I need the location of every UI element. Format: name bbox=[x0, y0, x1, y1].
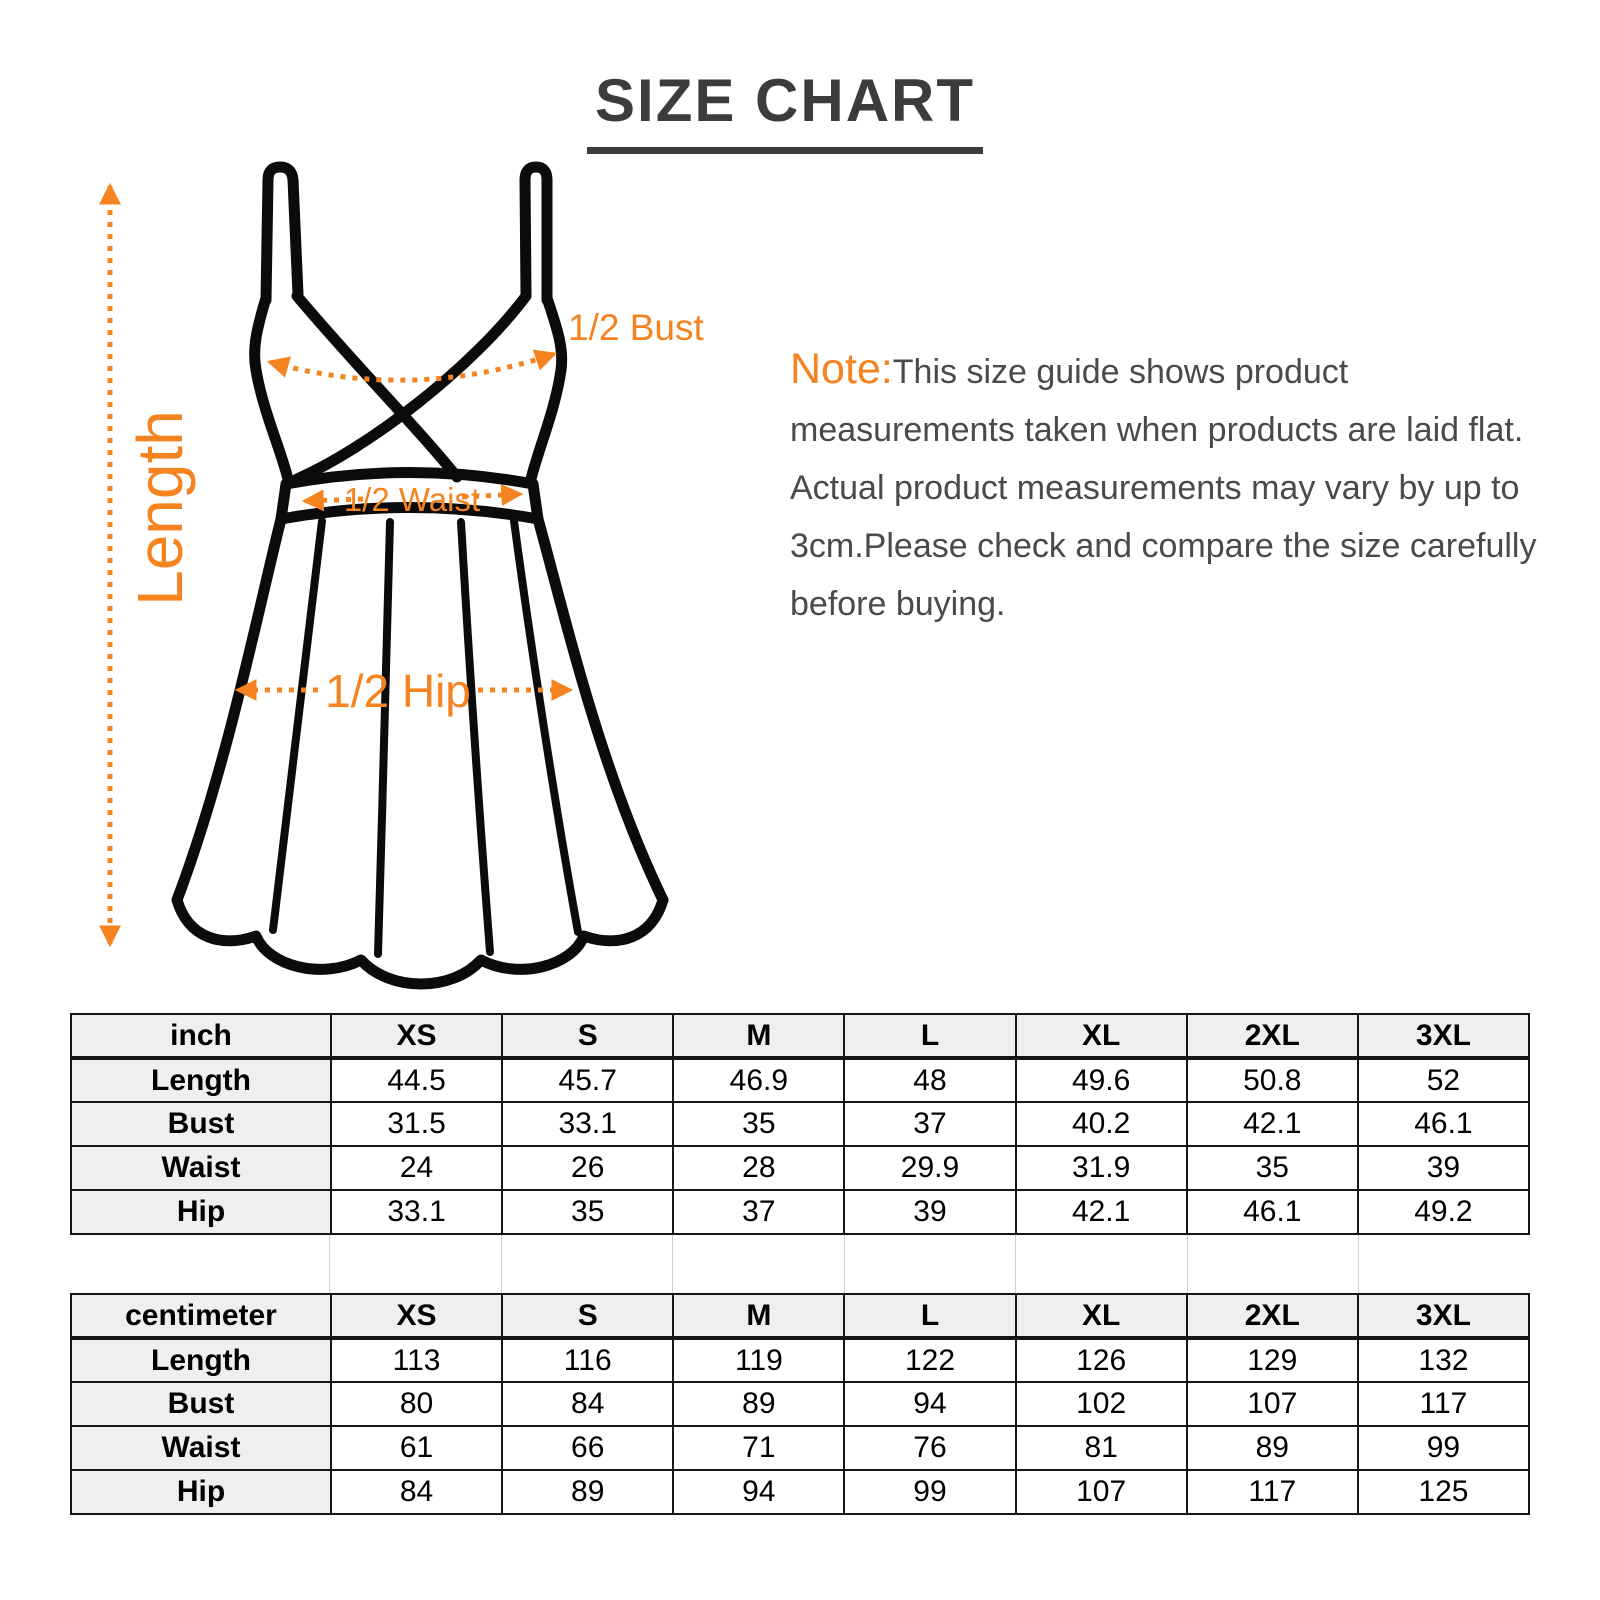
measurement-value: 99 bbox=[1358, 1426, 1529, 1470]
measurement-value: 94 bbox=[844, 1382, 1015, 1426]
measurement-value: 28 bbox=[673, 1146, 844, 1190]
table-gap bbox=[70, 1235, 1530, 1293]
size-column-header: XS bbox=[331, 1294, 502, 1338]
table-header-row bbox=[71, 1294, 1529, 1338]
measurement-value: 37 bbox=[673, 1190, 844, 1234]
measurement-value: 29.9 bbox=[844, 1146, 1015, 1190]
size-column-header: 2XL bbox=[1187, 1294, 1358, 1338]
measurement-value: 76 bbox=[844, 1426, 1015, 1470]
measurement-value: 117 bbox=[1187, 1470, 1358, 1514]
measurement-value: 33.1 bbox=[331, 1190, 502, 1234]
bust-arrow bbox=[270, 354, 554, 380]
measurement-value: 46.1 bbox=[1358, 1102, 1529, 1146]
note-text: This size guide shows product measurements taken when products are laid flat. Actual product measurements may vary by up to 3cm.Please check and compare the size carefully before buying. bbox=[790, 353, 1537, 623]
dress-diagram bbox=[60, 150, 710, 1020]
measurement-value: 119 bbox=[673, 1338, 844, 1382]
measurement-row-label: Hip bbox=[71, 1470, 331, 1514]
measurement-value: 80 bbox=[331, 1382, 502, 1426]
size-column-header: XL bbox=[1016, 1294, 1187, 1338]
measurement-value: 126 bbox=[1016, 1338, 1187, 1382]
measurement-value: 99 bbox=[844, 1470, 1015, 1514]
measurement-value: 102 bbox=[1016, 1382, 1187, 1426]
measurement-value: 71 bbox=[673, 1426, 844, 1470]
table-row bbox=[71, 1190, 1529, 1234]
dress-skirt-right-edge bbox=[538, 519, 663, 900]
measurement-value: 37 bbox=[844, 1102, 1015, 1146]
measurement-value: 46.1 bbox=[1187, 1190, 1358, 1234]
measurement-value: 35 bbox=[1187, 1146, 1358, 1190]
size-column-header: XL bbox=[1016, 1014, 1187, 1058]
measurement-value: 26 bbox=[502, 1146, 673, 1190]
measurement-value: 40.2 bbox=[1016, 1102, 1187, 1146]
measurement-value: 113 bbox=[331, 1338, 502, 1382]
measurement-value: 31.9 bbox=[1016, 1146, 1187, 1190]
table-row bbox=[71, 1338, 1529, 1382]
measurement-value: 42.1 bbox=[1187, 1102, 1358, 1146]
measurement-value: 61 bbox=[331, 1426, 502, 1470]
measurement-value: 42.1 bbox=[1016, 1190, 1187, 1234]
title-wrap bbox=[0, 66, 1570, 154]
size-column-header: S bbox=[502, 1294, 673, 1338]
dress-skirt-hem bbox=[177, 900, 663, 984]
size-table-centimeter bbox=[70, 1293, 1530, 1515]
measurement-value: 50.8 bbox=[1187, 1058, 1358, 1102]
measurement-value: 39 bbox=[1358, 1146, 1529, 1190]
table-row bbox=[71, 1058, 1529, 1102]
size-column-header: S bbox=[502, 1014, 673, 1058]
measurement-value: 66 bbox=[502, 1426, 673, 1470]
measurement-value: 49.2 bbox=[1358, 1190, 1529, 1234]
size-column-header: L bbox=[844, 1294, 1015, 1338]
dress-bodice-left-edge bbox=[255, 298, 289, 483]
table-row bbox=[71, 1426, 1529, 1470]
measurement-value: 94 bbox=[673, 1470, 844, 1514]
measurement-value: 24 bbox=[331, 1146, 502, 1190]
measurement-value: 89 bbox=[502, 1470, 673, 1514]
table-row bbox=[71, 1102, 1529, 1146]
measurement-row-label: Hip bbox=[71, 1190, 331, 1234]
measurement-value: 132 bbox=[1358, 1338, 1529, 1382]
table-row bbox=[71, 1470, 1529, 1514]
waist-label: 1/2 Waist bbox=[343, 481, 481, 518]
measurement-value: 44.5 bbox=[331, 1058, 502, 1102]
dress-bodice-right-edge bbox=[530, 298, 562, 483]
size-column-header: M bbox=[673, 1294, 844, 1338]
measurement-row-label: Length bbox=[71, 1058, 331, 1102]
length-label: Length bbox=[124, 410, 196, 606]
dress-right-strap bbox=[525, 167, 547, 300]
dress-outline bbox=[177, 167, 663, 984]
measurement-row-label: Bust bbox=[71, 1382, 331, 1426]
hip-label: 1/2 Hip bbox=[325, 665, 471, 717]
page-title: SIZE CHART bbox=[587, 66, 983, 154]
unit-header: inch bbox=[71, 1014, 331, 1058]
measurement-value: 46.9 bbox=[673, 1058, 844, 1102]
size-column-header: 3XL bbox=[1358, 1294, 1529, 1338]
measurement-value: 122 bbox=[844, 1338, 1015, 1382]
measurement-value: 35 bbox=[502, 1190, 673, 1234]
measurement-value: 129 bbox=[1187, 1338, 1358, 1382]
size-table-inch bbox=[70, 1013, 1530, 1235]
measurement-value: 125 bbox=[1358, 1470, 1529, 1514]
table-row bbox=[71, 1146, 1529, 1190]
measurement-value: 107 bbox=[1187, 1382, 1358, 1426]
dress-skirt-pleats bbox=[273, 521, 578, 954]
measurement-value: 33.1 bbox=[502, 1102, 673, 1146]
table-row bbox=[71, 1382, 1529, 1426]
measurement-value: 39 bbox=[844, 1190, 1015, 1234]
measurement-value: 81 bbox=[1016, 1426, 1187, 1470]
note-label: Note: bbox=[790, 345, 893, 393]
measurement-value: 31.5 bbox=[331, 1102, 502, 1146]
measurement-value: 89 bbox=[673, 1382, 844, 1426]
size-tables bbox=[70, 1013, 1530, 1515]
measurement-value: 107 bbox=[1016, 1470, 1187, 1514]
measurement-row-label: Waist bbox=[71, 1426, 331, 1470]
size-column-header: XS bbox=[331, 1014, 502, 1058]
measurement-row-label: Length bbox=[71, 1338, 331, 1382]
measurement-value: 89 bbox=[1187, 1426, 1358, 1470]
unit-header: centimeter bbox=[71, 1294, 331, 1338]
measurement-value: 48 bbox=[844, 1058, 1015, 1102]
measurement-value: 116 bbox=[502, 1338, 673, 1382]
measurement-row-label: Waist bbox=[71, 1146, 331, 1190]
measurement-value: 84 bbox=[331, 1470, 502, 1514]
dress-left-strap bbox=[266, 167, 298, 300]
measurement-value: 117 bbox=[1358, 1382, 1529, 1426]
measurement-value: 35 bbox=[673, 1102, 844, 1146]
size-column-header: L bbox=[844, 1014, 1015, 1058]
size-column-header: 3XL bbox=[1358, 1014, 1529, 1058]
bust-label: 1/2 Bust bbox=[568, 307, 704, 348]
dress-wrap-lapel-right bbox=[297, 296, 526, 479]
measurement-row-label: Bust bbox=[71, 1102, 331, 1146]
table-header-row bbox=[71, 1014, 1529, 1058]
size-column-header: M bbox=[673, 1014, 844, 1058]
size-column-header: 2XL bbox=[1187, 1014, 1358, 1058]
measurement-value: 45.7 bbox=[502, 1058, 673, 1102]
measurement-value: 84 bbox=[502, 1382, 673, 1426]
measurement-value: 49.6 bbox=[1016, 1058, 1187, 1102]
measurement-value: 52 bbox=[1358, 1058, 1529, 1102]
note bbox=[790, 340, 1552, 633]
